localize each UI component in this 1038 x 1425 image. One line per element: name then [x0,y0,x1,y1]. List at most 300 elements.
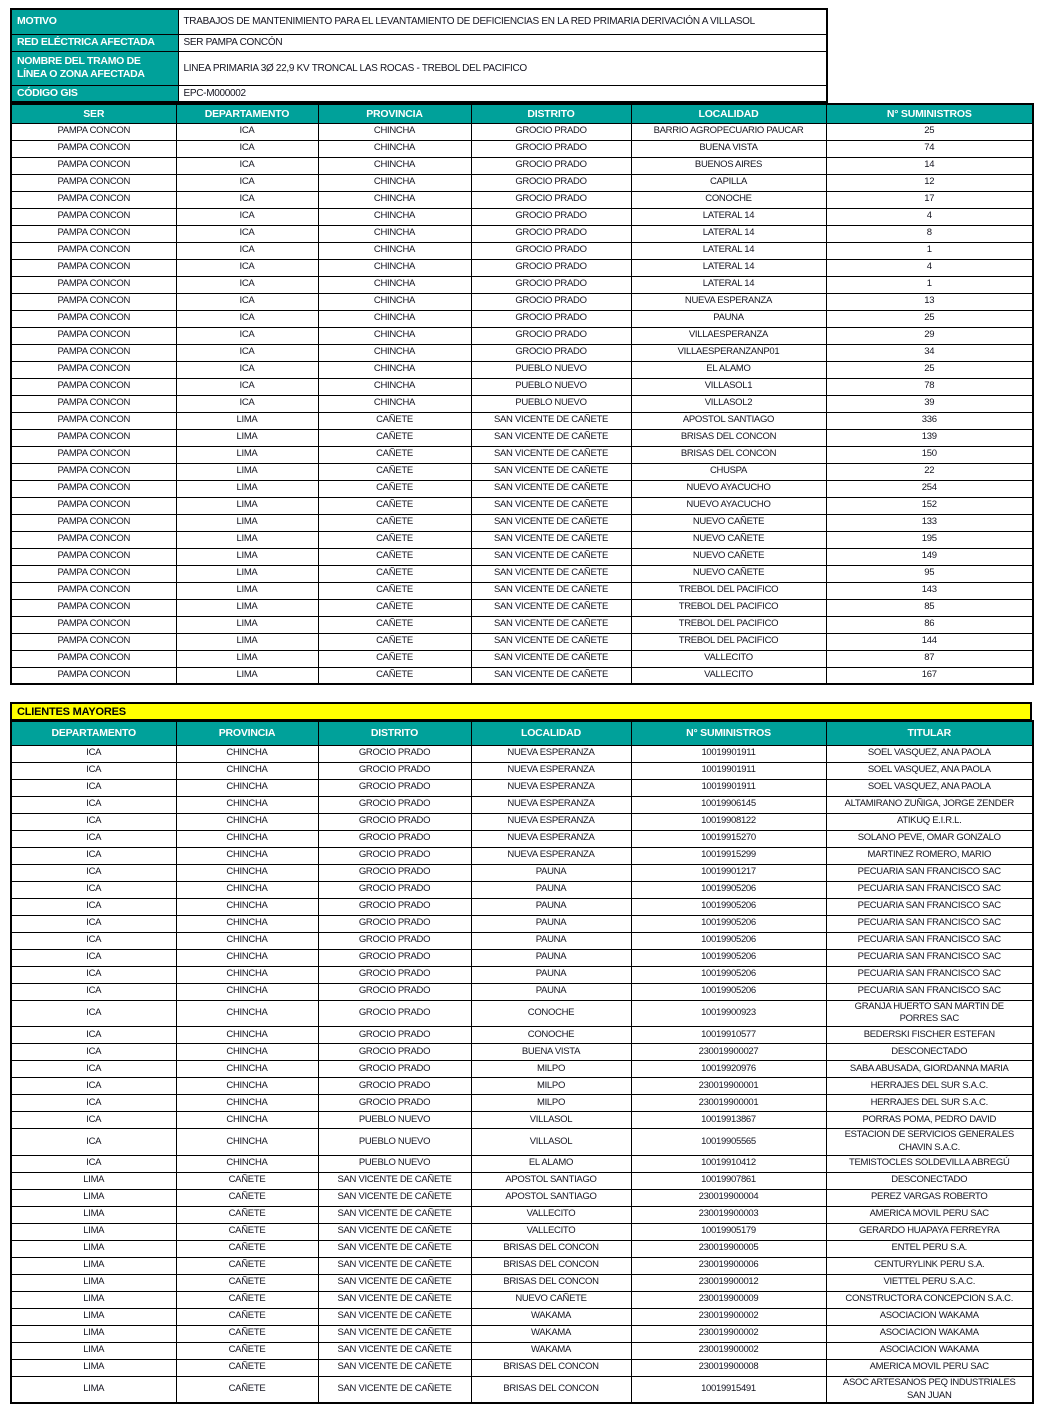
table-row [11,565,1033,582]
table-cell: VALLECITO [631,667,826,684]
table-cell: 39 [826,395,1033,412]
table-cell: CAÑETE [318,599,471,616]
table-cell: CAÑETE [176,1223,318,1240]
table-cell: CAÑETE [318,497,471,514]
table-cell: BRISAS DEL CONCON [631,429,826,446]
table-cell: PECUARIA SAN FRANCISCO SAC [826,932,1033,949]
table-row [11,1274,1033,1291]
table-cell: LIMA [176,616,318,633]
table-cell: ASOCIACION WAKAMA [826,1308,1033,1325]
table-cell: LIMA [176,412,318,429]
table-cell: 10019905206 [631,898,826,915]
table-cell: CHINCHA [176,813,318,830]
table-row [11,745,1033,762]
table-cell: SAN VICENTE DE CAÑETE [471,616,631,633]
table-cell: 10019910577 [631,1027,826,1044]
table-cell: LIMA [11,1325,176,1342]
table-cell: CHINCHA [176,1095,318,1112]
table-row [11,1257,1033,1274]
table-row [11,864,1033,881]
table-cell: PAMPA CONCON [11,327,176,344]
column-header: LOCALIDAD [631,104,826,123]
table-cell: 14 [826,157,1033,174]
table-row [11,796,1033,813]
table-cell: GROCIO PRADO [318,830,471,847]
table-cell: CAÑETE [176,1308,318,1325]
table-cell: PAMPA CONCON [11,446,176,463]
table-cell: LIMA [176,582,318,599]
table-row [11,1095,1033,1112]
table-cell: GROCIO PRADO [318,1027,471,1044]
field-value: TRABAJOS DE MANTENIMIENTO PARA EL LEVANTAMIENTO DE DEFICIENCIAS EN LA RED PRIMARIA DERIVACIÓN A VILLASOL [178,9,827,34]
table-cell: GROCIO PRADO [471,310,631,327]
table-row [11,949,1033,966]
table-cell: BRISAS DEL CONCON [471,1376,631,1403]
table-cell: GROCIO PRADO [471,191,631,208]
table-cell: ICA [11,745,176,762]
table-cell: CAÑETE [318,565,471,582]
table-cell: CHINCHA [318,361,471,378]
table-row [11,259,1033,276]
table-cell: ASOCIACION WAKAMA [826,1325,1033,1342]
table-cell: SABA ABUSADA, GIORDANNA MARIA [826,1061,1033,1078]
table-cell: NUEVO AYACUCHO [631,497,826,514]
field-label: CÓDIGO GIS [11,85,178,102]
table-cell: SAN VICENTE DE CAÑETE [471,667,631,684]
table-cell: SAN VICENTE DE CAÑETE [471,446,631,463]
table-row [11,344,1033,361]
table-cell: SAN VICENTE DE CAÑETE [471,531,631,548]
table-cell: SAN VICENTE DE CAÑETE [471,565,631,582]
table-row [11,1027,1033,1044]
table-cell: LIMA [176,497,318,514]
table-cell: LATERAL 14 [631,276,826,293]
table-cell: 144 [826,633,1033,650]
table-cell: CHINCHA [176,881,318,898]
table-cell: TREBOL DEL PACIFICO [631,599,826,616]
table-cell: ICA [11,1095,176,1112]
table-row [11,1325,1033,1342]
table-cell: ICA [11,966,176,983]
table-cell: CHINCHA [318,344,471,361]
table-cell: LATERAL 14 [631,259,826,276]
table-cell: LIMA [11,1240,176,1257]
table-cell: LIMA [11,1359,176,1376]
table-cell: CHINCHA [176,983,318,1000]
table-cell: GERARDO HUAPAYA FERREYRA [826,1223,1033,1240]
table-row [11,1129,1033,1156]
column-header: DISTRITO [471,104,631,123]
table-cell: SAN VICENTE DE CAÑETE [471,463,631,480]
table-cell: CHINCHA [176,1078,318,1095]
table-cell: HERRAJES DEL SUR S.A.C. [826,1095,1033,1112]
table-row [11,395,1033,412]
table-cell: CHINCHA [318,225,471,242]
table-cell: 17 [826,191,1033,208]
table-cell: LIMA [176,650,318,667]
table-cell: NUEVO CAÑETE [631,514,826,531]
table-cell: PAMPA CONCON [11,565,176,582]
table-cell: 230019900008 [631,1359,826,1376]
table-cell: PUEBLO NUEVO [471,361,631,378]
table-cell: PAMPA CONCON [11,429,176,446]
field-label: MOTIVO [11,9,178,34]
table-cell: PAMPA CONCON [11,378,176,395]
table-cell: NUEVO CAÑETE [631,548,826,565]
table-cell: ICA [176,310,318,327]
table-cell: LIMA [11,1189,176,1206]
table-cell: APOSTOL SANTIAGO [471,1172,631,1189]
table-cell: ICA [176,327,318,344]
field-value: LINEA PRIMARIA 3Ø 22,9 KV TRONCAL LAS ROCAS - TREBOL DEL PACIFICO [178,51,827,85]
table-cell: 10019905206 [631,949,826,966]
header-info-table [10,8,828,103]
table-cell: SAN VICENTE DE CAÑETE [318,1206,471,1223]
table-cell: SAN VICENTE DE CAÑETE [471,599,631,616]
table-cell: PAMPA CONCON [11,259,176,276]
table-cell: ICA [176,174,318,191]
table-cell: GROCIO PRADO [471,293,631,310]
table-cell: CHINCHA [318,123,471,140]
table-cell: LIMA [176,446,318,463]
table-cell: 74 [826,140,1033,157]
table-row [11,1172,1033,1189]
table-cell: GROCIO PRADO [471,276,631,293]
table-cell: 25 [826,361,1033,378]
table-row [11,1342,1033,1359]
table-row [11,1112,1033,1129]
table-cell: 10019910412 [631,1155,826,1172]
column-header: LOCALIDAD [471,721,631,745]
table-cell: CAÑETE [318,616,471,633]
table-row [11,1206,1033,1223]
table-cell: SAN VICENTE DE CAÑETE [318,1359,471,1376]
table-cell: ICA [176,157,318,174]
table-cell: CHINCHA [176,1027,318,1044]
table-row [11,1240,1033,1257]
table-row [11,599,1033,616]
table-cell: CHINCHA [318,378,471,395]
table-cell: ICA [11,1027,176,1044]
table-cell: WAKAMA [471,1325,631,1342]
table-cell: LIMA [176,463,318,480]
table-row [11,983,1033,1000]
table-cell: PAMPA CONCON [11,599,176,616]
table-cell: CHINCHA [318,395,471,412]
table-cell: CHINCHA [176,1155,318,1172]
table-cell: 10019905206 [631,915,826,932]
table-cell: MARTINEZ ROMERO, MARIO [826,847,1033,864]
table-row [11,276,1033,293]
table-cell: 254 [826,480,1033,497]
table-row [11,548,1033,565]
table-row [11,412,1033,429]
table-row [11,191,1033,208]
table-cell: LIMA [11,1223,176,1240]
table-cell: ASOCIACION WAKAMA [826,1342,1033,1359]
table-cell: PORRAS POMA, PEDRO DAVID [826,1112,1033,1129]
table-cell: GROCIO PRADO [318,898,471,915]
table-cell: ICA [176,361,318,378]
table-cell: MILPO [471,1078,631,1095]
table-row [11,779,1033,796]
table-cell: ICA [11,1061,176,1078]
table-cell: BUENOS AIRES [631,157,826,174]
table-cell: PAMPA CONCON [11,344,176,361]
table-cell: CHUSPA [631,463,826,480]
table-row [11,174,1033,191]
table-cell: 230019900002 [631,1325,826,1342]
table-row [11,915,1033,932]
table-cell: NUEVO AYACUCHO [631,480,826,497]
table-cell: GROCIO PRADO [318,915,471,932]
table-row [11,847,1033,864]
table-cell: CAÑETE [318,514,471,531]
table-row [11,140,1033,157]
table-cell: PAUNA [471,864,631,881]
table-cell: 10019901217 [631,864,826,881]
table-cell: CHINCHA [176,864,318,881]
table-cell: TREBOL DEL PACIFICO [631,633,826,650]
table-cell: PAMPA CONCON [11,650,176,667]
table-cell: PAUNA [471,898,631,915]
table-cell: SOEL VASQUEZ, ANA PAOLA [826,779,1033,796]
table-row [11,667,1033,684]
table-cell: CHINCHA [318,259,471,276]
table-row [11,1000,1033,1027]
table-cell: CAÑETE [176,1359,318,1376]
table-cell: SOEL VASQUEZ, ANA PAOLA [826,762,1033,779]
table-cell: CAÑETE [318,429,471,446]
table-cell: PAUNA [471,966,631,983]
table-cell: CAÑETE [318,463,471,480]
table-cell: ICA [11,779,176,796]
table-cell: LIMA [11,1308,176,1325]
table-cell: LIMA [11,1206,176,1223]
table-row [11,830,1033,847]
table-cell: 133 [826,514,1033,531]
table-row [11,1155,1033,1172]
table-cell: 10019905206 [631,966,826,983]
table-cell: GROCIO PRADO [318,1078,471,1095]
table-cell: PUEBLO NUEVO [318,1129,471,1156]
table-cell: SAN VICENTE DE CAÑETE [471,497,631,514]
table-cell: 143 [826,582,1033,599]
column-header: TITULAR [826,721,1033,745]
table-cell: ICA [176,140,318,157]
table-cell: PEREZ VARGAS ROBERTO [826,1189,1033,1206]
table-cell: ICA [11,932,176,949]
table-cell: PAMPA CONCON [11,225,176,242]
table-cell: 12 [826,174,1033,191]
table-cell: GROCIO PRADO [318,1044,471,1061]
clientes-table-header-row [11,721,1033,745]
table-cell: 10019915491 [631,1376,826,1403]
table-cell: 139 [826,429,1033,446]
table-row [11,1044,1033,1061]
table-cell: CAÑETE [176,1342,318,1359]
table-cell: SAN VICENTE DE CAÑETE [471,429,631,446]
table-cell: GRANJA HUERTO SAN MARTIN DE PORRES SAC [826,1000,1033,1027]
table-cell: ALTAMIRANO ZUÑIGA, JORGE ZENDER [826,796,1033,813]
table-cell: CHINCHA [176,830,318,847]
table-cell: LIMA [176,480,318,497]
table-cell: NUEVO CAÑETE [631,531,826,548]
table-cell: CHINCHA [318,276,471,293]
table-cell: SAN VICENTE DE CAÑETE [471,514,631,531]
table-cell: ENTEL PERU S.A. [826,1240,1033,1257]
table-row [11,633,1033,650]
table-cell: 29 [826,327,1033,344]
table-cell: GROCIO PRADO [318,949,471,966]
table-cell: SOEL VASQUEZ, ANA PAOLA [826,745,1033,762]
header-field-row [11,9,827,34]
table-cell: LIMA [176,548,318,565]
table-cell: ICA [11,949,176,966]
table-cell: 10019900923 [631,1000,826,1027]
table-row [11,242,1033,259]
table-cell: 13 [826,293,1033,310]
table-cell: CHINCHA [176,1112,318,1129]
table-cell: ATIKUQ E.I.R.L. [826,813,1033,830]
table-cell: ICA [176,123,318,140]
table-cell: GROCIO PRADO [318,847,471,864]
table-cell: ICA [11,983,176,1000]
table-cell: SAN VICENTE DE CAÑETE [471,548,631,565]
table-cell: PAMPA CONCON [11,293,176,310]
table-cell: PAMPA CONCON [11,616,176,633]
table-cell: VILLAESPERANZA [631,327,826,344]
table-cell: SAN VICENTE DE CAÑETE [318,1376,471,1403]
table-row [11,1291,1033,1308]
table-cell: 4 [826,208,1033,225]
table-cell: SAN VICENTE DE CAÑETE [318,1257,471,1274]
table-cell: 230019900012 [631,1274,826,1291]
table-cell: ICA [176,293,318,310]
table-cell: VILLASOL [471,1112,631,1129]
header-field-row [11,51,827,85]
table-cell: NUEVA ESPERANZA [471,745,631,762]
table-cell: CHINCHA [176,745,318,762]
table-cell: LATERAL 14 [631,242,826,259]
table-cell: ICA [176,191,318,208]
table-cell: PAMPA CONCON [11,395,176,412]
table-cell: CHINCHA [318,208,471,225]
table-cell: PUEBLO NUEVO [318,1155,471,1172]
table-cell: GROCIO PRADO [318,796,471,813]
table-cell: CAÑETE [318,446,471,463]
table-cell: TREBOL DEL PACIFICO [631,582,826,599]
table-cell: SAN VICENTE DE CAÑETE [318,1240,471,1257]
table-row [11,1223,1033,1240]
table-cell: NUEVO CAÑETE [631,565,826,582]
table-cell: 95 [826,565,1033,582]
table-cell: ICA [11,1044,176,1061]
column-header: N° SUMINISTROS [826,104,1033,123]
table-cell: ASOC ARTESANOS PEQ INDUSTRIALES SAN JUAN [826,1376,1033,1403]
table-row [11,378,1033,395]
table-cell: PAMPA CONCON [11,531,176,548]
table-cell: LIMA [11,1274,176,1291]
table-cell: CAÑETE [318,633,471,650]
table-cell: 10019905206 [631,881,826,898]
table-cell: ICA [11,881,176,898]
table-cell: CHINCHA [176,915,318,932]
table-cell: NUEVA ESPERANZA [471,796,631,813]
table-cell: GROCIO PRADO [471,344,631,361]
table-cell: CAÑETE [176,1291,318,1308]
table-cell: CHINCHA [318,310,471,327]
table-cell: PAMPA CONCON [11,667,176,684]
column-header: DEPARTAMENTO [176,104,318,123]
table-cell: CAÑETE [318,667,471,684]
table-row [11,327,1033,344]
table-cell: VIETTEL PERU S.A.C. [826,1274,1033,1291]
table-cell: VALLECITO [471,1206,631,1223]
table-row [11,881,1033,898]
table-cell: CHINCHA [318,293,471,310]
table-cell: NUEVA ESPERANZA [471,779,631,796]
table-row [11,966,1033,983]
table-cell: PAMPA CONCON [11,548,176,565]
table-row [11,157,1033,174]
table-cell: GROCIO PRADO [318,983,471,1000]
table-cell: ICA [176,378,318,395]
table-cell: LIMA [176,565,318,582]
table-cell: ICA [11,1000,176,1027]
table-cell: CHINCHA [318,242,471,259]
table-cell: ICA [11,1078,176,1095]
table-cell: 22 [826,463,1033,480]
table-cell: PAUNA [471,932,631,949]
table-cell: SAN VICENTE DE CAÑETE [318,1223,471,1240]
table-cell: ICA [176,242,318,259]
table-cell: ICA [11,813,176,830]
table-cell: CAÑETE [176,1189,318,1206]
table-row [11,463,1033,480]
table-cell: CAÑETE [176,1274,318,1291]
table-row [11,514,1033,531]
table-cell: NUEVA ESPERANZA [471,847,631,864]
table-cell: NUEVA ESPERANZA [471,813,631,830]
table-cell: 230019900005 [631,1240,826,1257]
table-cell: PECUARIA SAN FRANCISCO SAC [826,949,1033,966]
table-cell: 34 [826,344,1033,361]
table-cell: CAPILLA [631,174,826,191]
table-cell: PAMPA CONCON [11,123,176,140]
table-row [11,762,1033,779]
column-header: PROVINCIA [176,721,318,745]
table-row [11,1061,1033,1078]
table-cell: LIMA [11,1342,176,1359]
table-cell: EL ALAMO [471,1155,631,1172]
table-cell: CAÑETE [176,1257,318,1274]
table-cell: 230019900004 [631,1189,826,1206]
table-cell: BEDERSKI FISCHER ESTEFAN [826,1027,1033,1044]
table-row [11,1189,1033,1206]
supply-table-header-row [11,104,1033,123]
table-cell: PAMPA CONCON [11,310,176,327]
table-cell: VALLECITO [631,650,826,667]
table-cell: LATERAL 14 [631,225,826,242]
table-cell: PAMPA CONCON [11,582,176,599]
table-cell: GROCIO PRADO [471,327,631,344]
table-cell: BRISAS DEL CONCON [631,446,826,463]
table-cell: GROCIO PRADO [471,157,631,174]
table-cell: CHINCHA [318,157,471,174]
table-cell: 10019901911 [631,745,826,762]
table-cell: SAN VICENTE DE CAÑETE [318,1172,471,1189]
